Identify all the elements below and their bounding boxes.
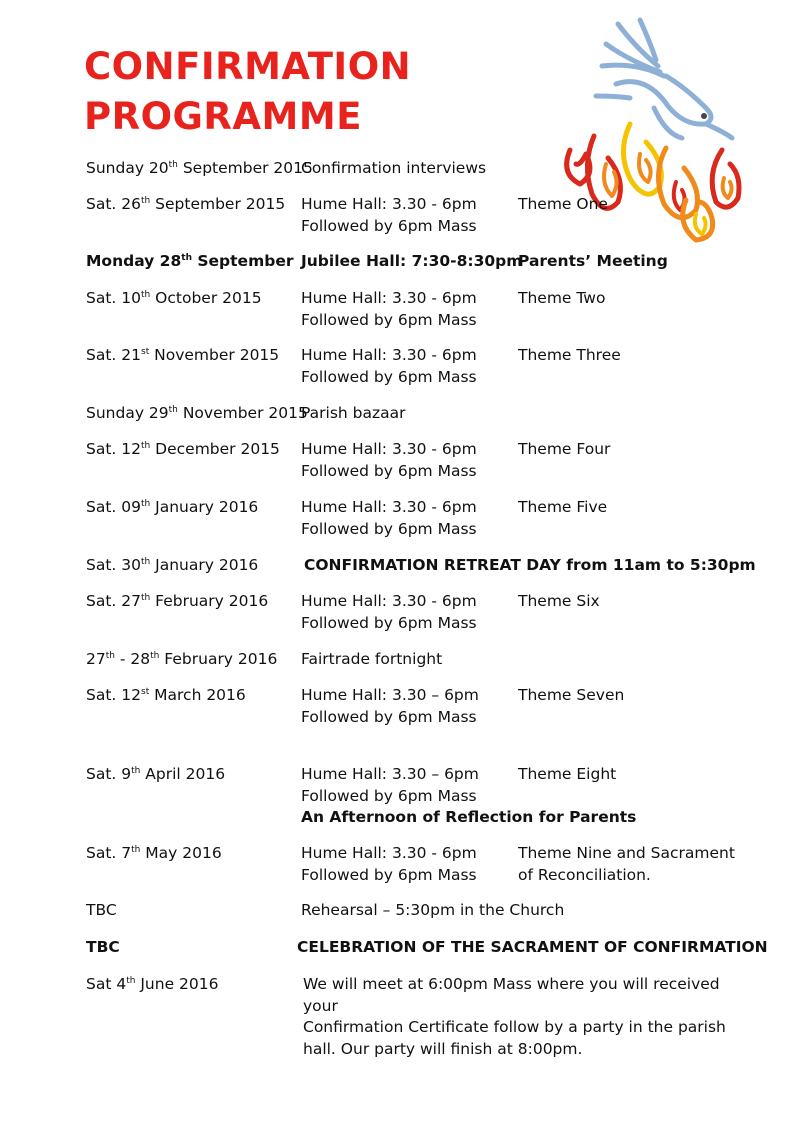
row-venue: Hume Hall: 3.30 – 6pm Followed by 6pm Mass An Afternoon of Reflection for Parents: [301, 765, 637, 826]
row-event: CELEBRATION OF THE SACRAMENT OF CONFIRMATION: [297, 938, 768, 956]
row-venue: Confirmation interviews: [301, 159, 487, 177]
row-venue: Fairtrade fortnight: [301, 650, 443, 668]
row-date: TBC: [86, 901, 117, 919]
title-line-2: PROGRAMME: [84, 95, 362, 138]
row-theme: Theme Five: [518, 498, 608, 516]
row-theme: Theme Seven: [518, 686, 625, 704]
row-date: Sat. 09th January 2016: [86, 498, 259, 516]
row-theme: Theme Nine and Sacrament of Reconciliation.: [518, 844, 735, 884]
row-date: 27th - 28th February 2016: [86, 650, 278, 668]
row-theme: Theme Eight: [518, 765, 617, 783]
row-date: Sat. 27th February 2016: [86, 592, 269, 610]
row-date: Monday 28th September: [86, 252, 294, 270]
row-date: Sunday 20th September 2015: [86, 159, 313, 177]
row-date: Sat. 7th May 2016: [86, 844, 222, 862]
row-venue: Hume Hall: 3.30 - 6pm Followed by 6pm Mass: [301, 440, 477, 480]
row-theme: Theme Four: [518, 440, 611, 458]
row-theme: Theme Six: [518, 592, 600, 610]
row-date: Sat. 9th April 2016: [86, 765, 226, 783]
row-date: Sat. 10th October 2015: [86, 289, 262, 307]
row-date: TBC: [86, 938, 120, 956]
row-venue: Hume Hall: 3.30 - 6pm Followed by 6pm Mass: [301, 844, 477, 884]
row-date: Sat 4th June 2016: [86, 975, 219, 993]
row-venue: Rehearsal – 5:30pm in the Church: [301, 901, 565, 919]
row-note: We will meet at 6:00pm Mass where you will received your Confirmation Certificate follow by a party in the parish hall. Our party will finish at 8:00pm.: [303, 975, 726, 1058]
row-date: Sat. 30th January 2016: [86, 556, 259, 574]
row-venue: Hume Hall: 3.30 - 6pm Followed by 6pm Mass: [301, 498, 477, 538]
row-venue: Hume Hall: 3.30 - 6pm Followed by 6pm Mass: [301, 592, 477, 632]
page-title: [84, 42, 411, 142]
row-venue: Jubilee Hall: 7:30-8:30pm: [301, 252, 523, 270]
row-theme: Parents’ Meeting: [518, 252, 668, 270]
title-line-1: CONFIRMATION: [84, 45, 412, 88]
row-theme: Theme One: [518, 195, 608, 213]
row-date: Sat. 12st March 2016: [86, 686, 246, 704]
row-date: Sat. 26th September 2015: [86, 195, 286, 213]
row-venue: Hume Hall: 3.30 - 6pm Followed by 6pm Mass: [301, 289, 477, 329]
row-event: CONFIRMATION RETREAT DAY from 11am to 5:30pm: [304, 556, 756, 574]
row-theme: Theme Three: [518, 346, 621, 364]
row-venue: Hume Hall: 3.30 - 6pm Followed by 6pm Mass: [301, 195, 477, 235]
row-venue: Hume Hall: 3.30 - 6pm Followed by 6pm Mass: [301, 346, 477, 386]
row-date: Sat. 21st November 2015: [86, 346, 280, 364]
row-date: Sunday 29th November 2015: [86, 404, 308, 422]
row-date: Sat. 12th December 2015: [86, 440, 280, 458]
row-venue: Hume Hall: 3.30 – 6pm Followed by 6pm Mass: [301, 686, 479, 726]
row-theme: Theme Two: [518, 289, 606, 307]
row-venue: Parish bazaar: [301, 404, 406, 422]
